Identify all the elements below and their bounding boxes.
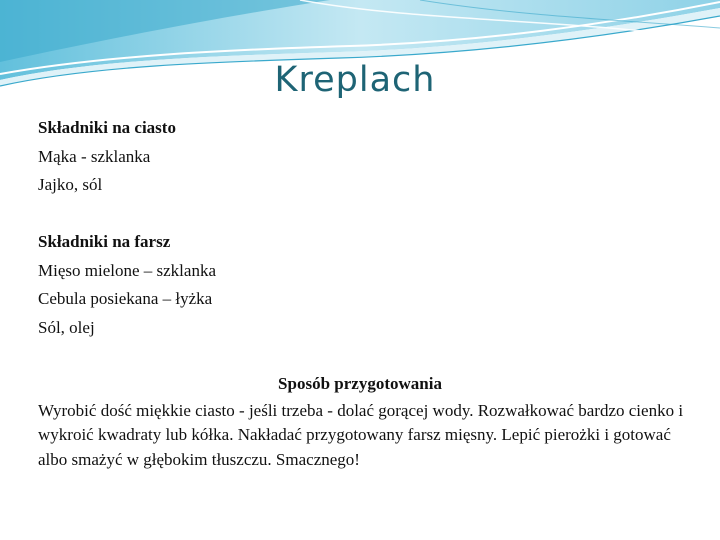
slide-title: Kreplach [274, 60, 436, 100]
filling-heading: Składniki na farsz [38, 232, 171, 251]
filling-ingredients [38, 228, 216, 343]
dough-heading: Składniki na ciasto [38, 118, 176, 137]
dough-item: Jajko, sól [38, 175, 103, 195]
dough-item: Mąka - szklanka [38, 146, 151, 166]
dough-ingredients [38, 114, 176, 200]
filling-item: Sól, olej [38, 318, 95, 338]
method-text: Wyrobić dość miękkie ciasto - jeśli trzeba - dolać gorącej wody. Rozwałkować bardzo cienko i wykroić kwadraty lub kółka. Nakładać przygotowany farsz mięsny. Lepić pierożki i gotować albo smażyć w głębokim tłuszczu. Smacznego! [38, 401, 684, 469]
method-heading: Sposób przygotowania [278, 374, 442, 393]
filling-item: Cebula posiekana – łyżka [38, 289, 213, 309]
filling-item: Mięso mielone – szklanka [38, 260, 216, 280]
